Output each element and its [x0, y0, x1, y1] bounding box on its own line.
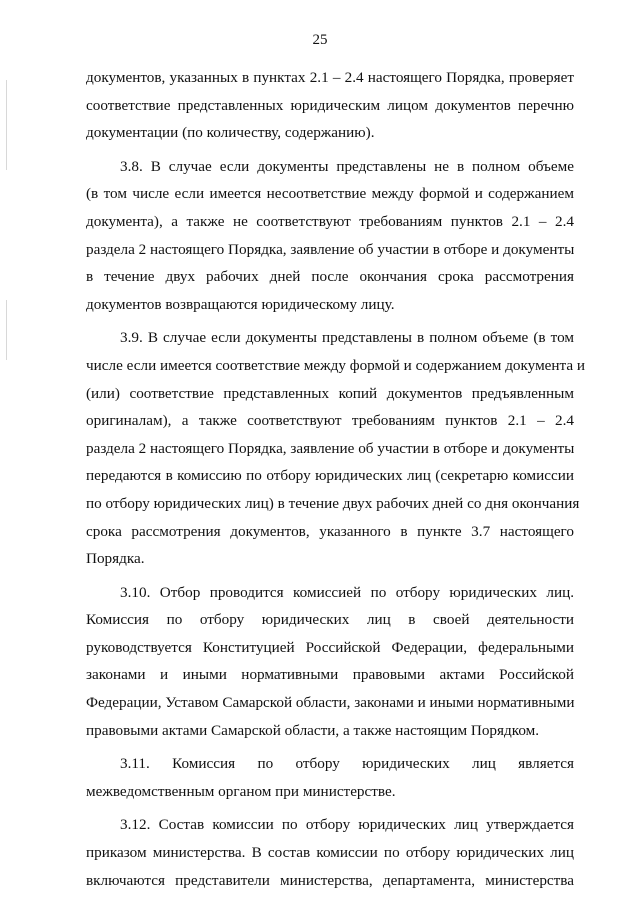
text-line: по отбору юридических лиц) в течение двух рабочих дней со дня окончания	[86, 494, 580, 512]
text-line: правовыми актами Самарской области, а также настоящим Порядком.	[86, 721, 540, 739]
paragraph-3-12	[86, 811, 574, 894]
paragraph-continuation	[86, 64, 574, 147]
text-line: межведомственным органом при министерстве.	[86, 782, 396, 800]
text-line: законами и иными нормативными правовыми актами Российской	[86, 666, 574, 684]
text-line: Комиссия по отбору юридических лиц в своей деятельности	[86, 611, 574, 629]
text-line: 3.12. Состав комиссии по отбору юридических лиц утверждается	[120, 816, 574, 834]
text-line: 3.10. Отбор проводится комиссией по отбору юридических лиц.	[120, 583, 574, 601]
text-line: 3.11. Комиссия по отбору юридических лиц является	[120, 755, 574, 773]
text-line: приказом министерства. В состав комиссии по отбору юридических лиц	[86, 844, 574, 862]
document-body	[86, 64, 586, 894]
text-line: документа), а также не соответствуют требованиям пунктов 2.1 – 2.4	[86, 212, 574, 230]
text-line: оригиналам), а также соответствуют требованиям пунктов 2.1 – 2.4	[86, 412, 574, 430]
paragraph-3-8	[86, 153, 574, 319]
text-line: документации (по количеству, содержанию).	[86, 124, 375, 142]
text-line: 3.8. В случае если документы представлены не в полном объеме	[120, 157, 574, 175]
text-line: срока рассмотрения документов, указанного в пункте 3.7 настоящего	[86, 522, 574, 540]
page-number: 25	[312, 32, 328, 48]
scan-edge-mark	[6, 80, 7, 170]
text-line: передаются в комиссию по отбору юридических лиц (секретарю комиссии	[86, 467, 574, 485]
text-line: Федерации, Уставом Самарской области, законами и иными нормативными	[86, 694, 575, 712]
text-line: документов возвращаются юридическому лицу.	[86, 295, 395, 313]
paragraph-3-9	[86, 324, 586, 572]
text-line: Порядка.	[86, 550, 145, 568]
text-line: (или) соответствие представленных копий документов предъявленным	[86, 384, 574, 402]
text-line: (в том числе если имеется несоответствие между формой и содержанием	[86, 185, 574, 203]
scan-edge-mark	[6, 300, 7, 360]
text-line: соответствие представленных юридическим лицом документов перечню	[86, 96, 574, 114]
text-line: раздела 2 настоящего Порядка, заявление об участии в отборе и документы	[86, 439, 575, 457]
text-line: 3.9. В случае если документы представлены в полном объеме (в том	[120, 329, 574, 347]
text-line: в течение двух рабочих дней после окончания срока рассмотрения	[86, 268, 574, 286]
paragraph-3-10	[86, 579, 574, 745]
text-line: руководствуется Конституцией Российской Федерации, федеральными	[86, 638, 574, 656]
text-line: включаются представители министерства, департамента, министерства	[86, 871, 574, 889]
text-line: числе если имеется соответствие между формой и содержанием документа и	[86, 356, 586, 374]
text-line: документов, указанных в пунктах 2.1 – 2.4 настоящего Порядка, проверяет	[86, 69, 574, 86]
paragraph-3-11	[86, 750, 574, 805]
text-line: раздела 2 настоящего Порядка, заявление об участии в отборе и документы	[86, 240, 575, 258]
